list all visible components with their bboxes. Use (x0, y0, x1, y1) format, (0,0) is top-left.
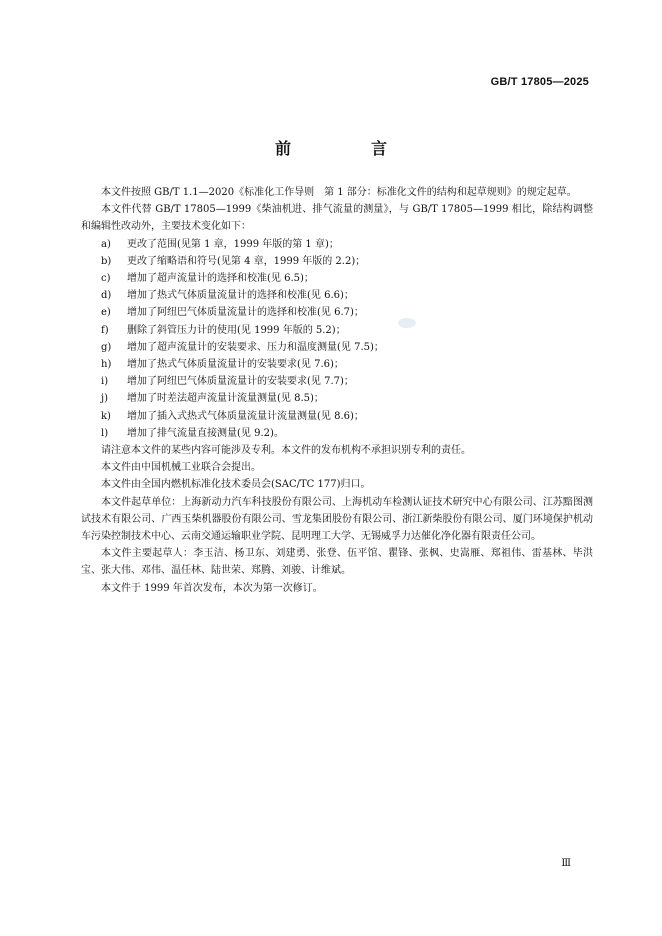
list-item (81, 373, 593, 390)
list-marker: c) (101, 273, 111, 285)
list-marker: j) (101, 393, 109, 405)
list-text: 更改了范围(见第 1 章，1999 年版的第 1 章)； (127, 238, 339, 250)
list-item (81, 304, 593, 321)
list-text: 增加了阿纽巴气体质量流量计的选择和校准(见 6.7)； (127, 307, 364, 319)
list-item (81, 408, 593, 425)
list-marker: l) (101, 427, 109, 439)
list-marker: e) (101, 307, 111, 319)
page-title: 前 言 (274, 139, 419, 158)
list-marker: g) (101, 341, 112, 353)
list-text: 增加了热式气体质量流量计的选择和校准(见 6.6)； (127, 290, 354, 302)
list-marker: h) (101, 359, 112, 371)
list-text: 增加了阿纽巴气体质量流量计的安装要求(见 7.7)； (127, 376, 354, 388)
list-marker: d) (101, 290, 112, 302)
paragraph-drafting-units: 本文件起草单位：上海新动力汽车科技股份有限公司、上海机动车检测认证技术研究中心有限公司、江苏黯图测试技术有限公司、广西玉柴机器股份有限公司、雪龙集团股份有限公司、浙江新柴股份有限公司、厦门环境保护机动车污染控制技术中心、云南交通运输职业学院、昆明理工大学、无锡威孚力达催化净化器有限责任公司。 (81, 496, 593, 543)
list-text: 增加了排气流量直接测量(见 9.2)。 (127, 427, 284, 439)
list-item (81, 287, 593, 304)
paragraph-replacement: 本文件代替 GB/T 17805—1999《柴油机进、排气流量的测量》，与 GB/T 17805—1999 相比，除结构调整和编辑性改动外，主要技术变化如下： (81, 204, 593, 233)
list-marker: a) (101, 238, 111, 250)
list-item (81, 425, 593, 442)
list-marker: i) (101, 376, 109, 388)
list-item (81, 322, 593, 339)
list-marker: k) (101, 410, 111, 422)
list-item (81, 356, 593, 373)
paragraph-drafting-rules: 本文件按照 GB/T 1.1—2020《标准化工作导则 第 1 部分：标准化文件的结构和起草规则》的规定起草。 (101, 187, 577, 198)
changes-list (81, 236, 593, 442)
list-text: 增加了热式气体质量流量计的安装要求(见 7.6)； (127, 359, 344, 371)
list-text: 增加了超声流量计的选择和校准(见 6.5)； (127, 273, 314, 285)
list-item (81, 270, 593, 287)
list-text: 更改了缩略语和符号(见第 4 章，1999 年版的 2.2)； (127, 255, 366, 267)
list-text: 删除了斜管压力计的使用(见 1999 年版的 5.2)； (127, 324, 346, 336)
page-number: Ⅲ (561, 858, 571, 869)
list-text: 增加了时差法超声流量计流量测量(见 8.5)； (127, 393, 324, 405)
standard-code: GB/T 17805—2025 (490, 76, 589, 88)
list-item (81, 390, 593, 407)
paragraph-patent-notice: 请注意本文件的某些内容可能涉及专利。本文件的发布机构不承担识别专利的责任。 (101, 445, 471, 457)
list-marker: f) (101, 324, 109, 336)
list-text: 增加了超声流量计的安装要求、压力和温度测量(见 7.5)； (127, 341, 384, 353)
list-marker: b) (101, 255, 112, 267)
paragraph-committee: 本文件由全国内燃机标准化技术委员会(SAC/TC 177)归口。 (101, 479, 371, 491)
list-item (81, 253, 593, 270)
paragraph-revision-history: 本文件于 1999 年首次发布，本次为第一次修订。 (101, 582, 323, 594)
paragraph-proposer: 本文件由中国机械工业联合会提出。 (101, 462, 261, 474)
body-content (81, 184, 593, 597)
list-item (81, 236, 593, 253)
list-item (81, 339, 593, 356)
paragraph-drafters: 本文件主要起草人：李玉洁、杨卫东、刘建勇、张登、伍平馆、瞿锋、张枫、史嵩雁、郑祖伟、雷基林、毕洪宝、张大伟、邓伟、温任林、陆世荣、郑腾、刘骏、计维斌。 (81, 548, 593, 577)
list-text: 增加了插入式热式气体质量流量计流量测量(见 8.6)； (127, 410, 364, 422)
